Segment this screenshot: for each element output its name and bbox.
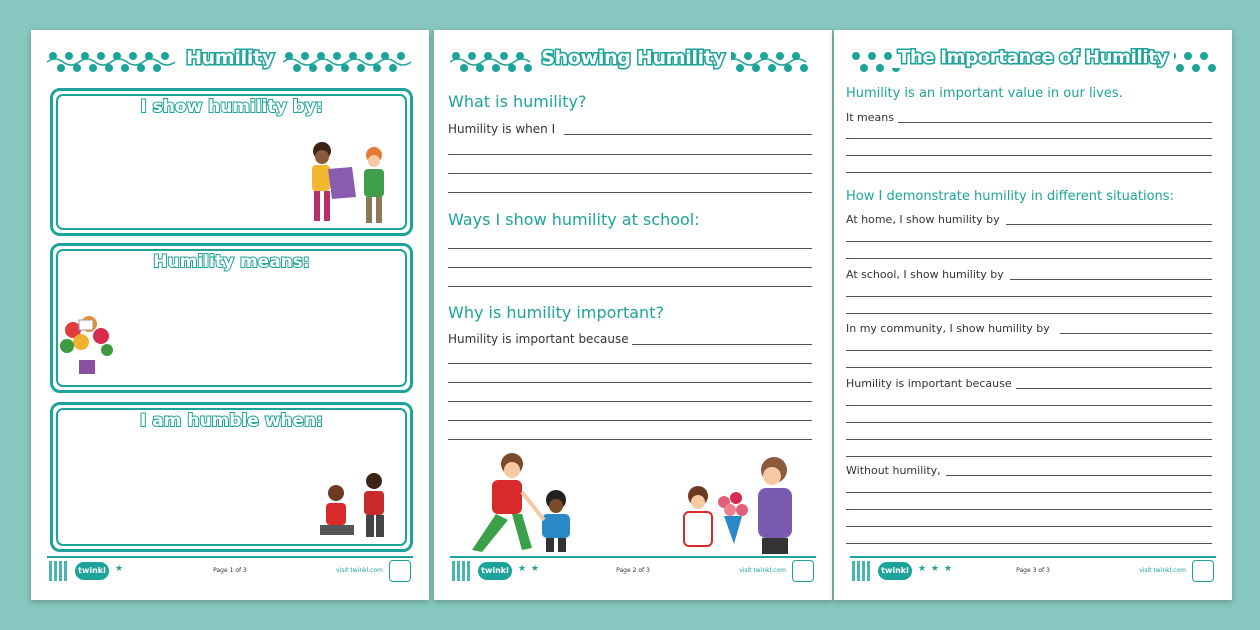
answer-line[interactable]	[946, 475, 1212, 476]
worksheet-page-3	[834, 30, 1232, 600]
answer-line[interactable]	[846, 296, 1212, 297]
page-number: Page 3 of 3	[1016, 567, 1050, 574]
question-what-is-humility: What is humility?	[448, 92, 587, 111]
answer-line[interactable]	[846, 241, 1212, 242]
quality-badge-icon	[792, 560, 814, 582]
answer-line[interactable]	[448, 192, 812, 193]
answer-line[interactable]	[846, 367, 1212, 368]
visit-link[interactable]: visit twinkl.com	[336, 567, 383, 574]
prompt-important-because: Humility is important because	[448, 332, 629, 346]
giving-flowers-illustration	[674, 454, 814, 554]
answer-line[interactable]	[448, 248, 812, 249]
twinkl-logo: twinkl	[478, 562, 512, 580]
twinkl-logo: twinkl	[75, 562, 109, 580]
answer-line[interactable]	[448, 363, 812, 364]
answer-line[interactable]	[448, 173, 812, 174]
answer-line[interactable]	[846, 350, 1212, 351]
answer-line[interactable]	[448, 439, 812, 440]
prompt-at-home: At home, I show humility by	[846, 213, 1000, 226]
children-sharing-illustration	[294, 139, 404, 234]
answer-line[interactable]	[448, 420, 812, 421]
worksheet-page-2	[434, 30, 832, 600]
answer-line[interactable]	[846, 155, 1212, 156]
prompt-humility-is-when: Humility is when I	[448, 122, 556, 136]
prompt-important-because: Humility is important because	[846, 377, 1012, 390]
quality-badge-icon	[389, 560, 411, 582]
answer-line[interactable]	[632, 344, 812, 345]
humble-when-box[interactable]	[50, 402, 413, 552]
box-title: I am humble when:	[140, 411, 323, 431]
page-footer	[450, 556, 816, 582]
answer-line[interactable]	[448, 401, 812, 402]
answer-line[interactable]	[846, 509, 1212, 510]
answer-line[interactable]	[846, 405, 1212, 406]
answer-line[interactable]	[846, 492, 1212, 493]
page-2-banner	[450, 44, 816, 78]
page-number: Page 2 of 3	[616, 567, 650, 574]
answer-line[interactable]	[448, 286, 812, 287]
box-title: I show humility by:	[140, 97, 323, 117]
question-ways-at-school: Ways I show humility at school:	[448, 210, 700, 229]
worksheet-page-1	[31, 30, 429, 600]
answer-line[interactable]	[846, 543, 1212, 544]
page-3-banner	[850, 44, 1216, 78]
answer-line[interactable]	[846, 138, 1212, 139]
statement-important-value: Humility is an important value in our lives.	[846, 86, 1123, 101]
page-footer	[850, 556, 1216, 582]
answer-line[interactable]	[846, 526, 1212, 527]
answer-line[interactable]	[1060, 333, 1212, 334]
helping-child-illustration	[452, 450, 602, 555]
prompt-without-humility: Without humility,	[846, 464, 941, 477]
children-helping-illustration	[316, 471, 406, 551]
answer-line[interactable]	[1010, 279, 1212, 280]
answer-line[interactable]	[448, 267, 812, 268]
humility-by-box[interactable]	[50, 88, 413, 236]
page-title: Showing Humility	[450, 47, 816, 69]
flower-bouquet-illustration	[53, 310, 123, 380]
answer-line[interactable]	[448, 154, 812, 155]
answer-line[interactable]	[846, 422, 1212, 423]
page-number: Page 1 of 3	[213, 567, 247, 574]
answer-line[interactable]	[846, 313, 1212, 314]
answer-line[interactable]	[1016, 388, 1212, 389]
twinkl-logo: twinkl	[878, 562, 912, 580]
box-title: Humility means:	[153, 252, 310, 272]
difficulty-stars: ★	[115, 564, 125, 574]
question-why-important: Why is humility important?	[448, 303, 664, 322]
prompt-it-means: It means	[846, 111, 894, 124]
answer-line[interactable]	[898, 122, 1212, 123]
visit-link[interactable]: visit twinkl.com	[739, 567, 786, 574]
answer-line[interactable]	[1006, 224, 1212, 225]
answer-line[interactable]	[846, 439, 1212, 440]
answer-line[interactable]	[846, 456, 1212, 457]
answer-line[interactable]	[448, 382, 812, 383]
humility-means-box[interactable]	[50, 243, 413, 393]
answer-line[interactable]	[564, 134, 812, 135]
page-1-banner	[47, 44, 413, 78]
difficulty-stars: ★ ★	[518, 564, 540, 574]
page-title: Humility	[47, 47, 413, 69]
answer-line[interactable]	[846, 258, 1212, 259]
question-different-situations: How I demonstrate humility in different situations:	[846, 189, 1174, 204]
visit-link[interactable]: visit twinkl.com	[1139, 567, 1186, 574]
quality-badge-icon	[1192, 560, 1214, 582]
answer-line[interactable]	[846, 172, 1212, 173]
difficulty-stars: ★ ★ ★	[918, 564, 953, 574]
prompt-at-school: At school, I show humility by	[846, 268, 1004, 281]
prompt-in-community: In my community, I show humility by	[846, 322, 1050, 335]
page-footer	[47, 556, 413, 582]
page-title: The Importance of Humility	[850, 47, 1216, 68]
